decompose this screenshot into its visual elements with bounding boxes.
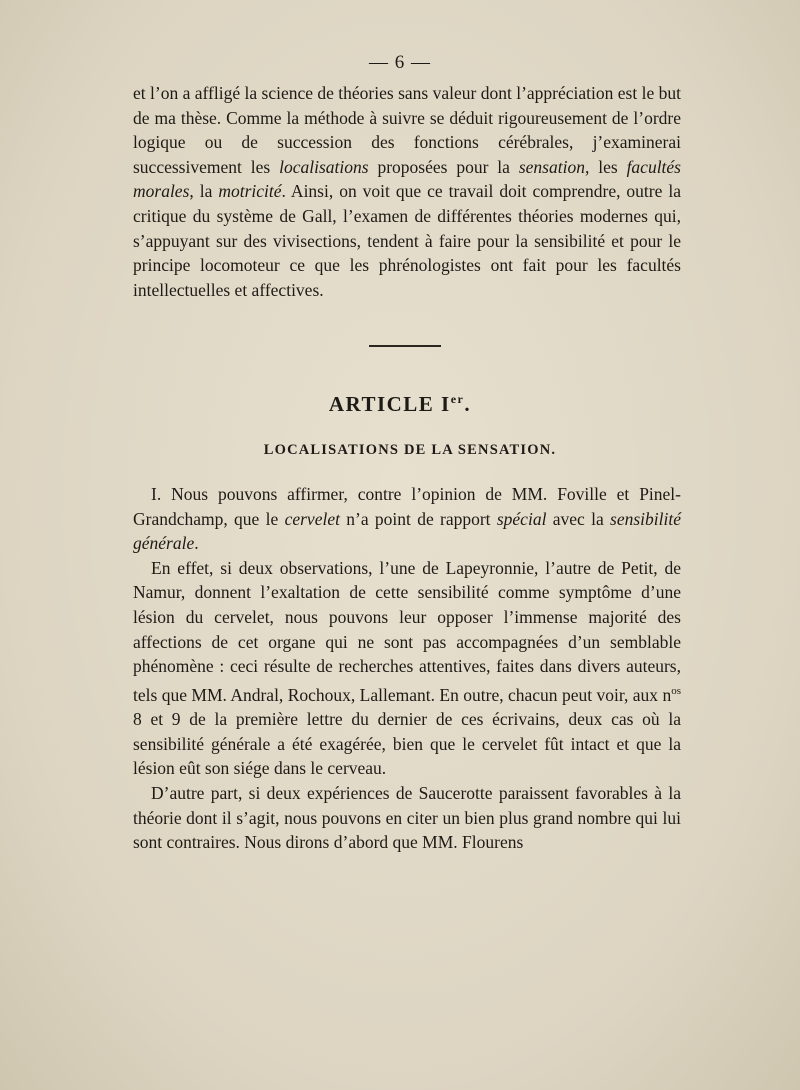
superscript-os: os bbox=[671, 684, 681, 697]
article-title-superscript: er bbox=[450, 392, 465, 406]
emphasis-special: spécial bbox=[496, 508, 547, 529]
emphasis-motricite: motricité bbox=[218, 181, 282, 202]
emphasis-facultes-morales: facultés morales bbox=[133, 156, 681, 202]
text-run: En effet, si deux observations, l’une de Lapeyronnie, l’autre de Petit, de Namur, donnent l’exaltation de cette sensibilité comme symptôme d’une lésion du cervelet, nous pouvons leur opposer l’immense majorité des affections de cet organe qui ne sont pas accompagnées d’un semblable phénomène : ceci résulte de recherches attentives, faites dans divers auteurs, tels que MM. Andral, Rochoux, Lallemant. En outre, chacun peut voir, aux n bbox=[133, 557, 681, 705]
paragraph-1 bbox=[133, 482, 681, 556]
paragraph-3: D’autre part, si deux expériences de Saucerotte paraissent favorables à la théorie dont il s’agit, nous pouvons en citer un bien plus grand nombre qui lui sont contraires. Nous dirons d’abord que MM. Flourens bbox=[133, 782, 681, 853]
article-title-period: . bbox=[464, 392, 472, 416]
article-title-text: ARTICLE I bbox=[328, 392, 451, 416]
text-run: I. Nous pouvons affirmer, contre l’opinion de MM. Foville et Pinel-Grandchamp, que le bbox=[133, 484, 681, 529]
section-subtitle: LOCALISATIONS DE LA SENSATION. bbox=[263, 442, 557, 458]
text-run: , la bbox=[189, 181, 219, 202]
emphasis-cervelet: cervelet bbox=[284, 508, 340, 529]
section-divider bbox=[369, 345, 441, 347]
text-run: . bbox=[194, 533, 199, 554]
text-run: et l’on a affligé la science de théories sans valeur dont l’appréciation est le but de ma thèse. Comme la méthode à suivre se déduit rigoureusement de l’ordre logique ou de succession des fonctions cérébrales, j’examinerai successivement les bbox=[133, 83, 681, 177]
article-body bbox=[133, 482, 681, 855]
text-run: n’a point de rapport bbox=[339, 508, 497, 529]
intro-paragraph bbox=[133, 81, 681, 302]
emphasis-sensation: sensation bbox=[518, 156, 585, 177]
emphasis-sensibilite-generale: sensibilité générale bbox=[133, 508, 682, 554]
text-run: . Ainsi, on voit que ce travail doit comprendre, outre la critique du système de Gall, l’examen de différentes théories modernes qui, s’appuyant sur des vivisections, tendent à faire pour la sensibilité et pour le principe locomoteur ce que les phrénologistes ont fait pour les facultés intellectuelles et affectives. bbox=[133, 181, 681, 300]
paragraph-2 bbox=[133, 556, 681, 781]
page-number: — 6 — bbox=[369, 52, 431, 73]
text-run: avec la bbox=[546, 508, 611, 529]
text-run: 8 et 9 de la première lettre du dernier de ces écrivains, deux cas où la sensibilité générale a été exagérée, bien que le cervelet fût intact et que la lésion eût son siége dans le cerveau. bbox=[133, 709, 681, 779]
text-run: proposées pour la bbox=[368, 156, 519, 177]
emphasis-localisations: localisations bbox=[279, 156, 369, 177]
text-run: , les bbox=[584, 156, 627, 177]
article-title bbox=[0, 392, 800, 417]
